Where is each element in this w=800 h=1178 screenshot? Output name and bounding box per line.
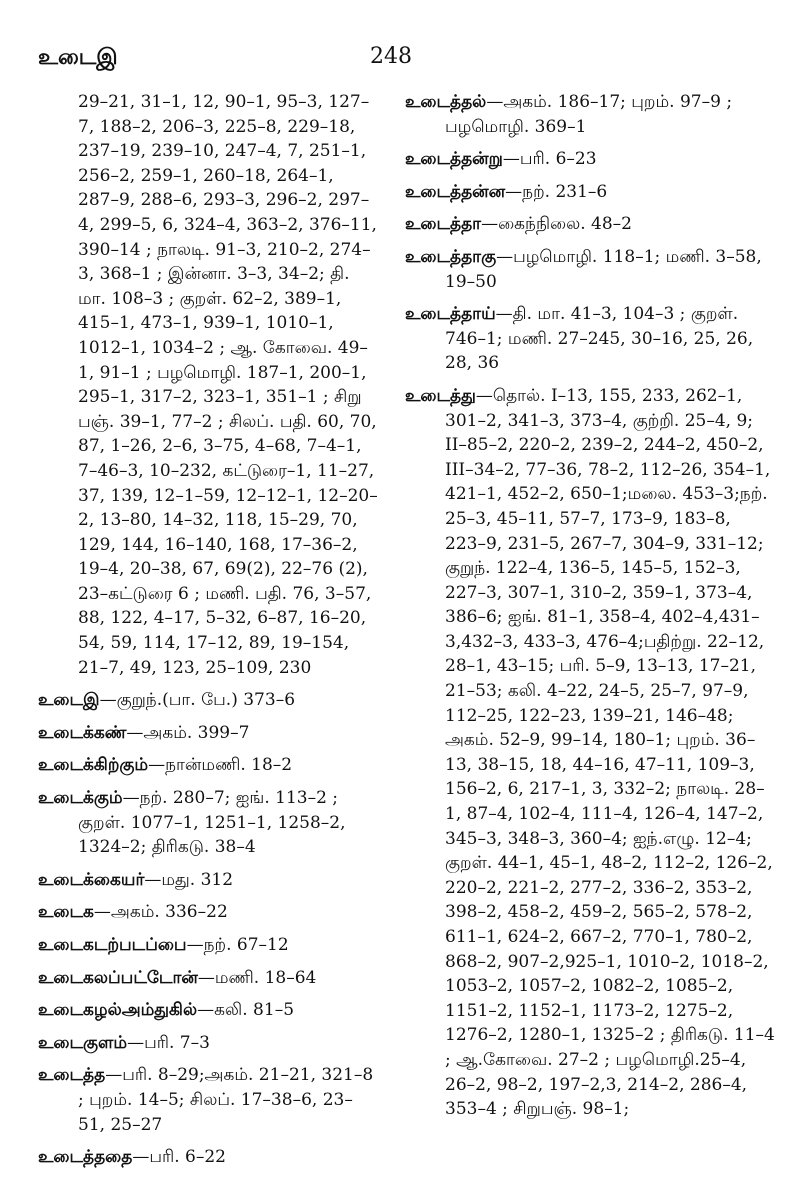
- entry-references: —பழமொழி. 118–1; மணி. 3–58, 19–50: [445, 246, 762, 292]
- entry-references: —மது. 312: [144, 869, 234, 890]
- entry-headword: உடைத்தல்: [405, 92, 487, 112]
- entry-headword: உடைத்து: [405, 385, 476, 406]
- entry-references: —பரி. 8–29;அகம். 21–21, 321–8 ; புறம். 14–5; சிலப். 17–38–6, 23–51, 25–27: [78, 1065, 374, 1135]
- entry-references: —குறுந்.(பா. பே.) 373–6: [99, 690, 296, 711]
- index-entry: [38, 868, 378, 893]
- entry-headword: உடைகடற்படப்பை: [38, 935, 187, 955]
- entry-headword: உடைகழல்அம்துகில்: [38, 1000, 198, 1021]
- entry-headword: உடைத்ததை: [38, 1147, 133, 1168]
- entry-references: —நற். 280–7; ஐங். 113–2 ; குறள். 1077–1, 1251–1, 1258–2, 1324–2; திரிகடு. 38–4: [78, 788, 346, 858]
- running-head-word: உடைஇ: [38, 44, 118, 70]
- entry-references: —தொல். I–13, 155, 233, 262–1, 301–2, 341–3, 373–4, குற்றி. 25–4, 9; II–85–2, 220–2, 239–2, 244–2, 450–2, III–34–2, 77–36, 78–2, 112–26, 354–1, 421–1, 452–2, 650–1;மலை. 453–3;நற். 25–3, 45–11, 57–7, 173–9, 183–8, 223–9, 231–5, 267–7, 304–9, 331–12; குறுந். 122–4, 136–5, 145–5, 152–3, 227–3, 307–1, 310–2, 359–1, 373–4, 386–6; ஐங். 81–1, 358–4, 402–4,431–3,432–3, 433–3, 476–4;பதிற்று. 22–12, 28–1, 43–15; பரி. 5–9, 13–13, 17–21, 21–53; கலி. 4–22, 24–5, 25–7, 97–9, 112–25, 122–23, 139–21, 146–48; அகம். 52–9, 99–14, 180–1; புறம். 36–13, 38–15, 18, 44–16, 47–11, 109–3, 156–2, 6, 217–1, 3, 332–2; நாலடி. 28–1, 87–4, 102–4, 111–4, 126–4, 147–2, 345–3, 348–3, 360–4; ஐந்.எழு. 12–4; குறள். 44–1, 45–1, 48–2, 112–2, 126–2, 220–2, 221–2, 277–2, 336–2, 353–2, 398–2, 458–2, 459–2, 565–2, 578–2, 611–1, 624–2, 667–2, 770–1, 780–2, 868–2, 907–2,925–1, 1010–2, 1018–2, 1053–2, 1057–2, 1082–2, 1085–2, 1151–2, 1152–1, 1173–2, 1275–2, 1276–2, 1280–1, 1325–2 ; திரிகடு. 11–4 ; ஆ.கோவை. 27–2 ; பழமொழி.25–4, 26–2, 98–2, 197–2,3, 214–2, 286–4, 353–4 ; சிறுபஞ். 98–1;: [445, 385, 775, 1120]
- entry-references: —பரி. 7–3: [127, 1032, 210, 1053]
- index-entry: [38, 786, 378, 860]
- index-entry: [38, 966, 378, 991]
- index-entry: [38, 933, 378, 958]
- entry-headword: உடைத்த: [38, 1065, 106, 1086]
- entry-headword: உடைக்கண்: [38, 722, 127, 743]
- entry-headword: உடைத்தன்று: [405, 149, 503, 170]
- entry-headword: உடைத்தா: [405, 214, 482, 235]
- entry-headword: உடைகலப்பட்டோன்: [38, 967, 198, 988]
- index-entry: [38, 753, 378, 778]
- entry-references: —அகம். 399–7: [126, 722, 250, 743]
- index-entry: [38, 998, 378, 1023]
- entry-headword: உடைத்தாய்: [405, 304, 496, 325]
- entry-references: —அகம். 186–17; புறம். 97–9 ; பழமொழி. 369–1: [445, 92, 733, 137]
- entry-references: —நற். 67–12: [186, 935, 289, 955]
- index-entry: [405, 302, 775, 376]
- entry-headword: உடைத்தாகு: [405, 246, 497, 267]
- entry-headword: உடைக்கும்: [38, 788, 123, 809]
- entry-references: —கலி. 81–5: [197, 1000, 295, 1021]
- page-number: 248: [370, 44, 412, 69]
- index-entry: [38, 1145, 378, 1170]
- index-entry: [405, 147, 775, 172]
- index-entry: [405, 384, 775, 1122]
- entry-headword: உடைக: [38, 902, 94, 923]
- entry-headword: உடைஇ: [38, 690, 100, 711]
- index-entry: [405, 90, 775, 139]
- entry-references: —நான்மணி. 18–2: [148, 755, 293, 776]
- entry-references: —நற். 231–6: [505, 181, 608, 202]
- index-entry: [38, 688, 378, 713]
- entry-references: —மணி. 18–64: [197, 967, 317, 988]
- index-entry: [38, 1031, 378, 1056]
- index-entry: [405, 245, 775, 294]
- entry-headword: உடைக்கையர்: [38, 869, 145, 890]
- entry-continuation: [38, 90, 378, 680]
- entry-headword: உடைகுளம்: [38, 1032, 128, 1053]
- entry-references: —அகம். 336–22: [93, 902, 228, 923]
- entry-references: —கைந்நிலை. 48–2: [481, 214, 632, 235]
- index-entry: [38, 721, 378, 746]
- entry-references: —பரி. 6–23: [502, 149, 597, 170]
- entry-headword: உடைக்கிற்கும்: [38, 755, 149, 776]
- entry-headword: உடைத்தன்ன: [405, 181, 506, 202]
- index-entry: [405, 212, 775, 237]
- index-entry: [38, 1063, 378, 1137]
- index-entry: [38, 900, 378, 925]
- entry-references: —தி. மா. 41–3, 104–3 ; குறள். 746–1; மணி. 27–245, 30–16, 25, 26, 28, 36: [445, 304, 754, 374]
- entry-references: 29–21, 31–1, 12, 90–1, 95–3, 127–7, 188–2, 206–3, 225–8, 229–18, 237–19, 239–10, 247–4, 7, 251–1, 256–2, 259–1, 260–18, 264–1, 287–9, 288–6, 293–3, 296–2, 297–4, 299–5, 6, 324–4, 363–2, 376–11, 390–14 ; நாலடி. 91–3, 210–2, 274–3, 368–1 ; இன்னா. 3–3, 34–2; தி. மா. 108–3 ; குறள். 62–2, 389–1, 415–1, 473–1, 939–1, 1010–1, 1012–1, 1034–2 ; ஆ. கோவை. 49–1, 91–1 ; பழமொழி. 187–1, 200–1, 295–1, 317–2, 323–1, 351–1 ; சிறு பஞ். 39–1, 77–2 ; சிலப். பதி. 60, 70, 87, 1–26, 2–6, 3–75, 4–68, 7–4–1, 7–46–3, 10–232, கட்டுரை–1, 11–27, 37, 139, 12–1–59, 12–12–1, 12–20–2, 13–80, 14–32, 118, 15–29, 70, 129, 144, 16–140, 168, 17–36–2, 19–4, 20–38, 67, 69(2), 22–76 (2), 23–கட்டுரை 6 ; மணி. பதி. 76, 3–57, 88, 122, 4–17, 5–32, 6–87, 16–20, 54, 59, 114, 17–12, 89, 19–154, 21–7, 49, 123, 25–109, 230: [78, 92, 378, 678]
- left-column: [38, 90, 378, 1178]
- entry-references: —பரி. 6–22: [132, 1147, 227, 1168]
- right-column: [405, 90, 775, 1130]
- index-entry: [405, 180, 775, 205]
